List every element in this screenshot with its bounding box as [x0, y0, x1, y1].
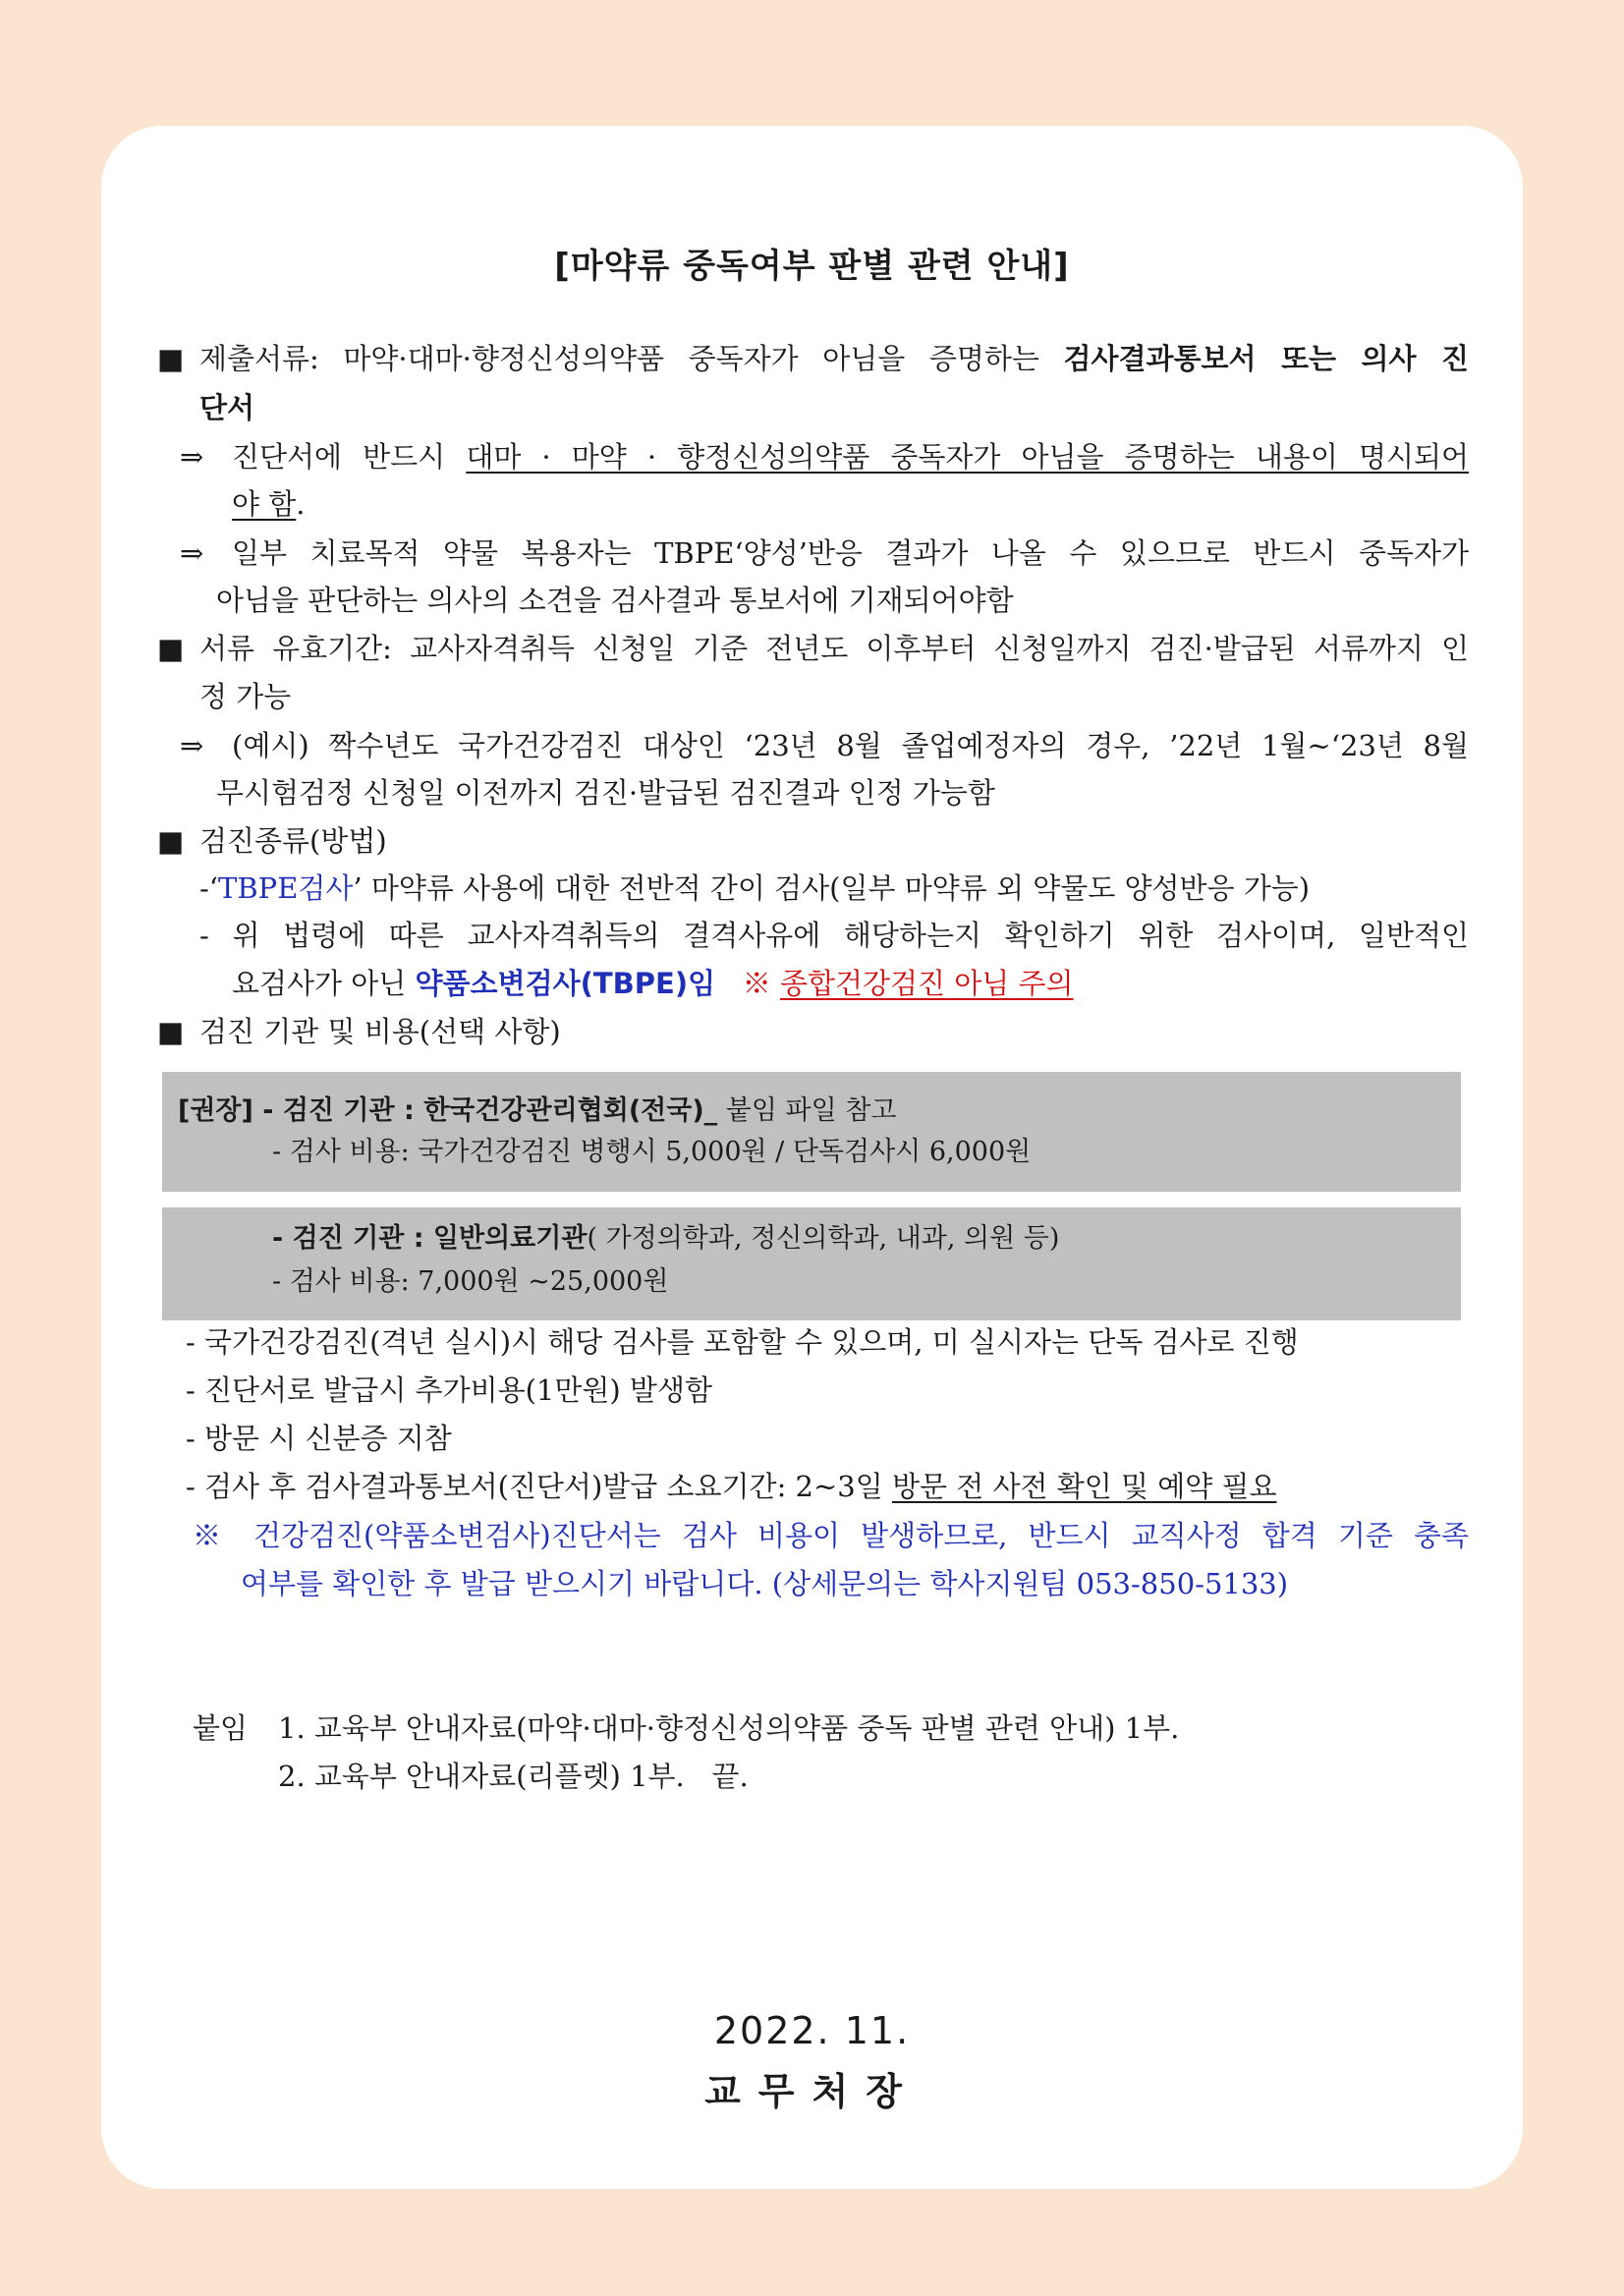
bullet-square: ■	[157, 824, 185, 858]
box2-cost: - 검사 비용: 7,000원 ~25,000원	[272, 1266, 669, 1297]
warning-not-general-checkup: 종합건강검진 아님 주의	[779, 967, 1074, 1000]
issuer-signature: 교무처장	[704, 2070, 920, 2113]
note1-underlined: 대마 · 마약 · 향정신성의약품 중독자가 아님을 증명하는 내용이 명시되어	[466, 440, 1470, 474]
submission-note1-line1	[232, 437, 1469, 476]
box2-line1	[272, 1221, 1059, 1257]
exam-type-desc1	[199, 868, 1310, 908]
note-extra-cost: - 진단서로 발급시 추가비용(1만원) 발생함	[186, 1373, 712, 1407]
section-submission-line1	[199, 339, 1469, 378]
arrow-icon: ⇒	[180, 536, 204, 570]
arrow-icon: ⇒	[180, 729, 204, 762]
submission-note2-line1: 일부 치료목적 약물 복용자는 TBPE‘양성’반응 결과가 나올 수 있으므로 반드시 중독자가	[232, 536, 1469, 570]
box1-line1	[178, 1093, 896, 1129]
bullet-square: ■	[157, 632, 185, 665]
box1-rest: 붙임 파일 참고	[717, 1095, 897, 1126]
submission-text: 제출서류: 마약·대마·향정신성의약품 중독자가 아님을 증명하는	[199, 342, 1039, 375]
desc2-text: 요검사가 아닌	[232, 967, 407, 1000]
box2-bold: - 검진 기관 : 일반의료기관	[272, 1223, 588, 1254]
desc1-rest: ’ 마약류 사용에 대한 전반적 간이 검사(일부 마약류 외 약물도 양성반응 가능)	[353, 871, 1311, 905]
reservation-required: 방문 전 사전 확인 및 예약 필요	[892, 1470, 1277, 1503]
note-processing-time	[186, 1467, 1276, 1506]
submission-bold: 검사결과통보서 또는 의사 진	[1063, 342, 1469, 375]
attachment-label: 붙임	[193, 1711, 249, 1745]
submission-note1-line2	[232, 484, 305, 524]
exam-type-desc2-line2	[232, 964, 1074, 1003]
note-mark: ※	[742, 967, 771, 1000]
general-institution-box	[162, 1207, 1461, 1320]
recommended-institution-box	[162, 1072, 1461, 1192]
section-validity-line1: 서류 유효기간: 교사자격취득 신청일 기준 전년도 이후부터 신청일까지 검진·발급된 서류까지 인	[199, 632, 1469, 665]
section-institution-cost: 검진 기관 및 비용(선택 사항)	[199, 1015, 561, 1048]
note1-underlined-cont: 야 함	[232, 487, 297, 521]
submission-bold-cont: 단서	[199, 391, 255, 424]
box2-rest: ( 가정의학과, 정신의학과, 내과, 의원 등)	[587, 1223, 1060, 1254]
bullet-square: ■	[157, 342, 185, 375]
arrow-icon: ⇒	[180, 440, 204, 474]
processing-time-text: - 검사 후 검사결과통보서(진단서)발급 소요기간: 2~3일	[186, 1470, 883, 1503]
exam-type-desc2-line1: - 위 법령에 따른 교사자격취득의 결격사유에 해당하는지 확인하기 위한 검사이며, 일반적인	[199, 919, 1469, 952]
attachment-2: 2. 교육부 안내자료(리플렛) 1부. 끝.	[278, 1760, 749, 1793]
tbpe-urine-test: 약품소변검사(TBPE)임	[415, 967, 716, 1000]
note1-text: 진단서에 반드시	[232, 440, 446, 474]
box1-cost: - 검사 비용: 국가건강검진 병행시 5,000원 / 단독검사시 6,000원	[272, 1137, 1032, 1167]
section-validity-line2: 정 가능	[199, 680, 292, 713]
section-exam-type: 검진종류(방법)	[199, 824, 387, 858]
warning-line2: 여부를 확인한 후 발급 받으시기 바랍니다. (상세문의는 학사지원팀 053-850-5133)	[241, 1567, 1289, 1600]
document-title: [마약류 중독여부 판별 관련 안내]	[554, 247, 1070, 286]
warning-line1: ※ 건강검진(약품소변검사)진단서는 검사 비용이 발생하므로, 반드시 교직사정 합격 기준 충족	[193, 1519, 1469, 1552]
note-national-checkup: - 국가건강검진(격년 실시)시 해당 검사를 포함할 수 있으며, 미 실시자는 단독 검사로 진행	[186, 1325, 1299, 1359]
validity-example-line1: (예시) 짝수년도 국가건강검진 대상인 ‘23년 8월 졸업예정자의 경우, ’22년 1월~‘23년 8월	[232, 729, 1469, 762]
note1-period: .	[296, 487, 306, 521]
submission-note2-line2: 아님을 판단하는 의사의 소견을 검사결과 통보서에 기재되어야함	[216, 584, 1014, 617]
note-id-card: - 방문 시 신분증 지참	[186, 1422, 452, 1455]
box1-bold: [권장] - 검진 기관 : 한국건강관리협회(전국)_	[178, 1095, 718, 1126]
bullet-square: ■	[157, 1015, 185, 1048]
attachment-1: 1. 교육부 안내자료(마약·대마·향정신성의약품 중독 판별 관련 안내) 1부.	[278, 1711, 1180, 1745]
desc1-prefix: -‘	[199, 871, 219, 905]
issue-date: 2022. 11.	[713, 2009, 911, 2052]
tbpe-label: TBPE검사	[218, 871, 354, 905]
validity-example-line2: 무시험검정 신청일 이전까지 검진·발급된 검진결과 인정 가능함	[216, 776, 995, 810]
